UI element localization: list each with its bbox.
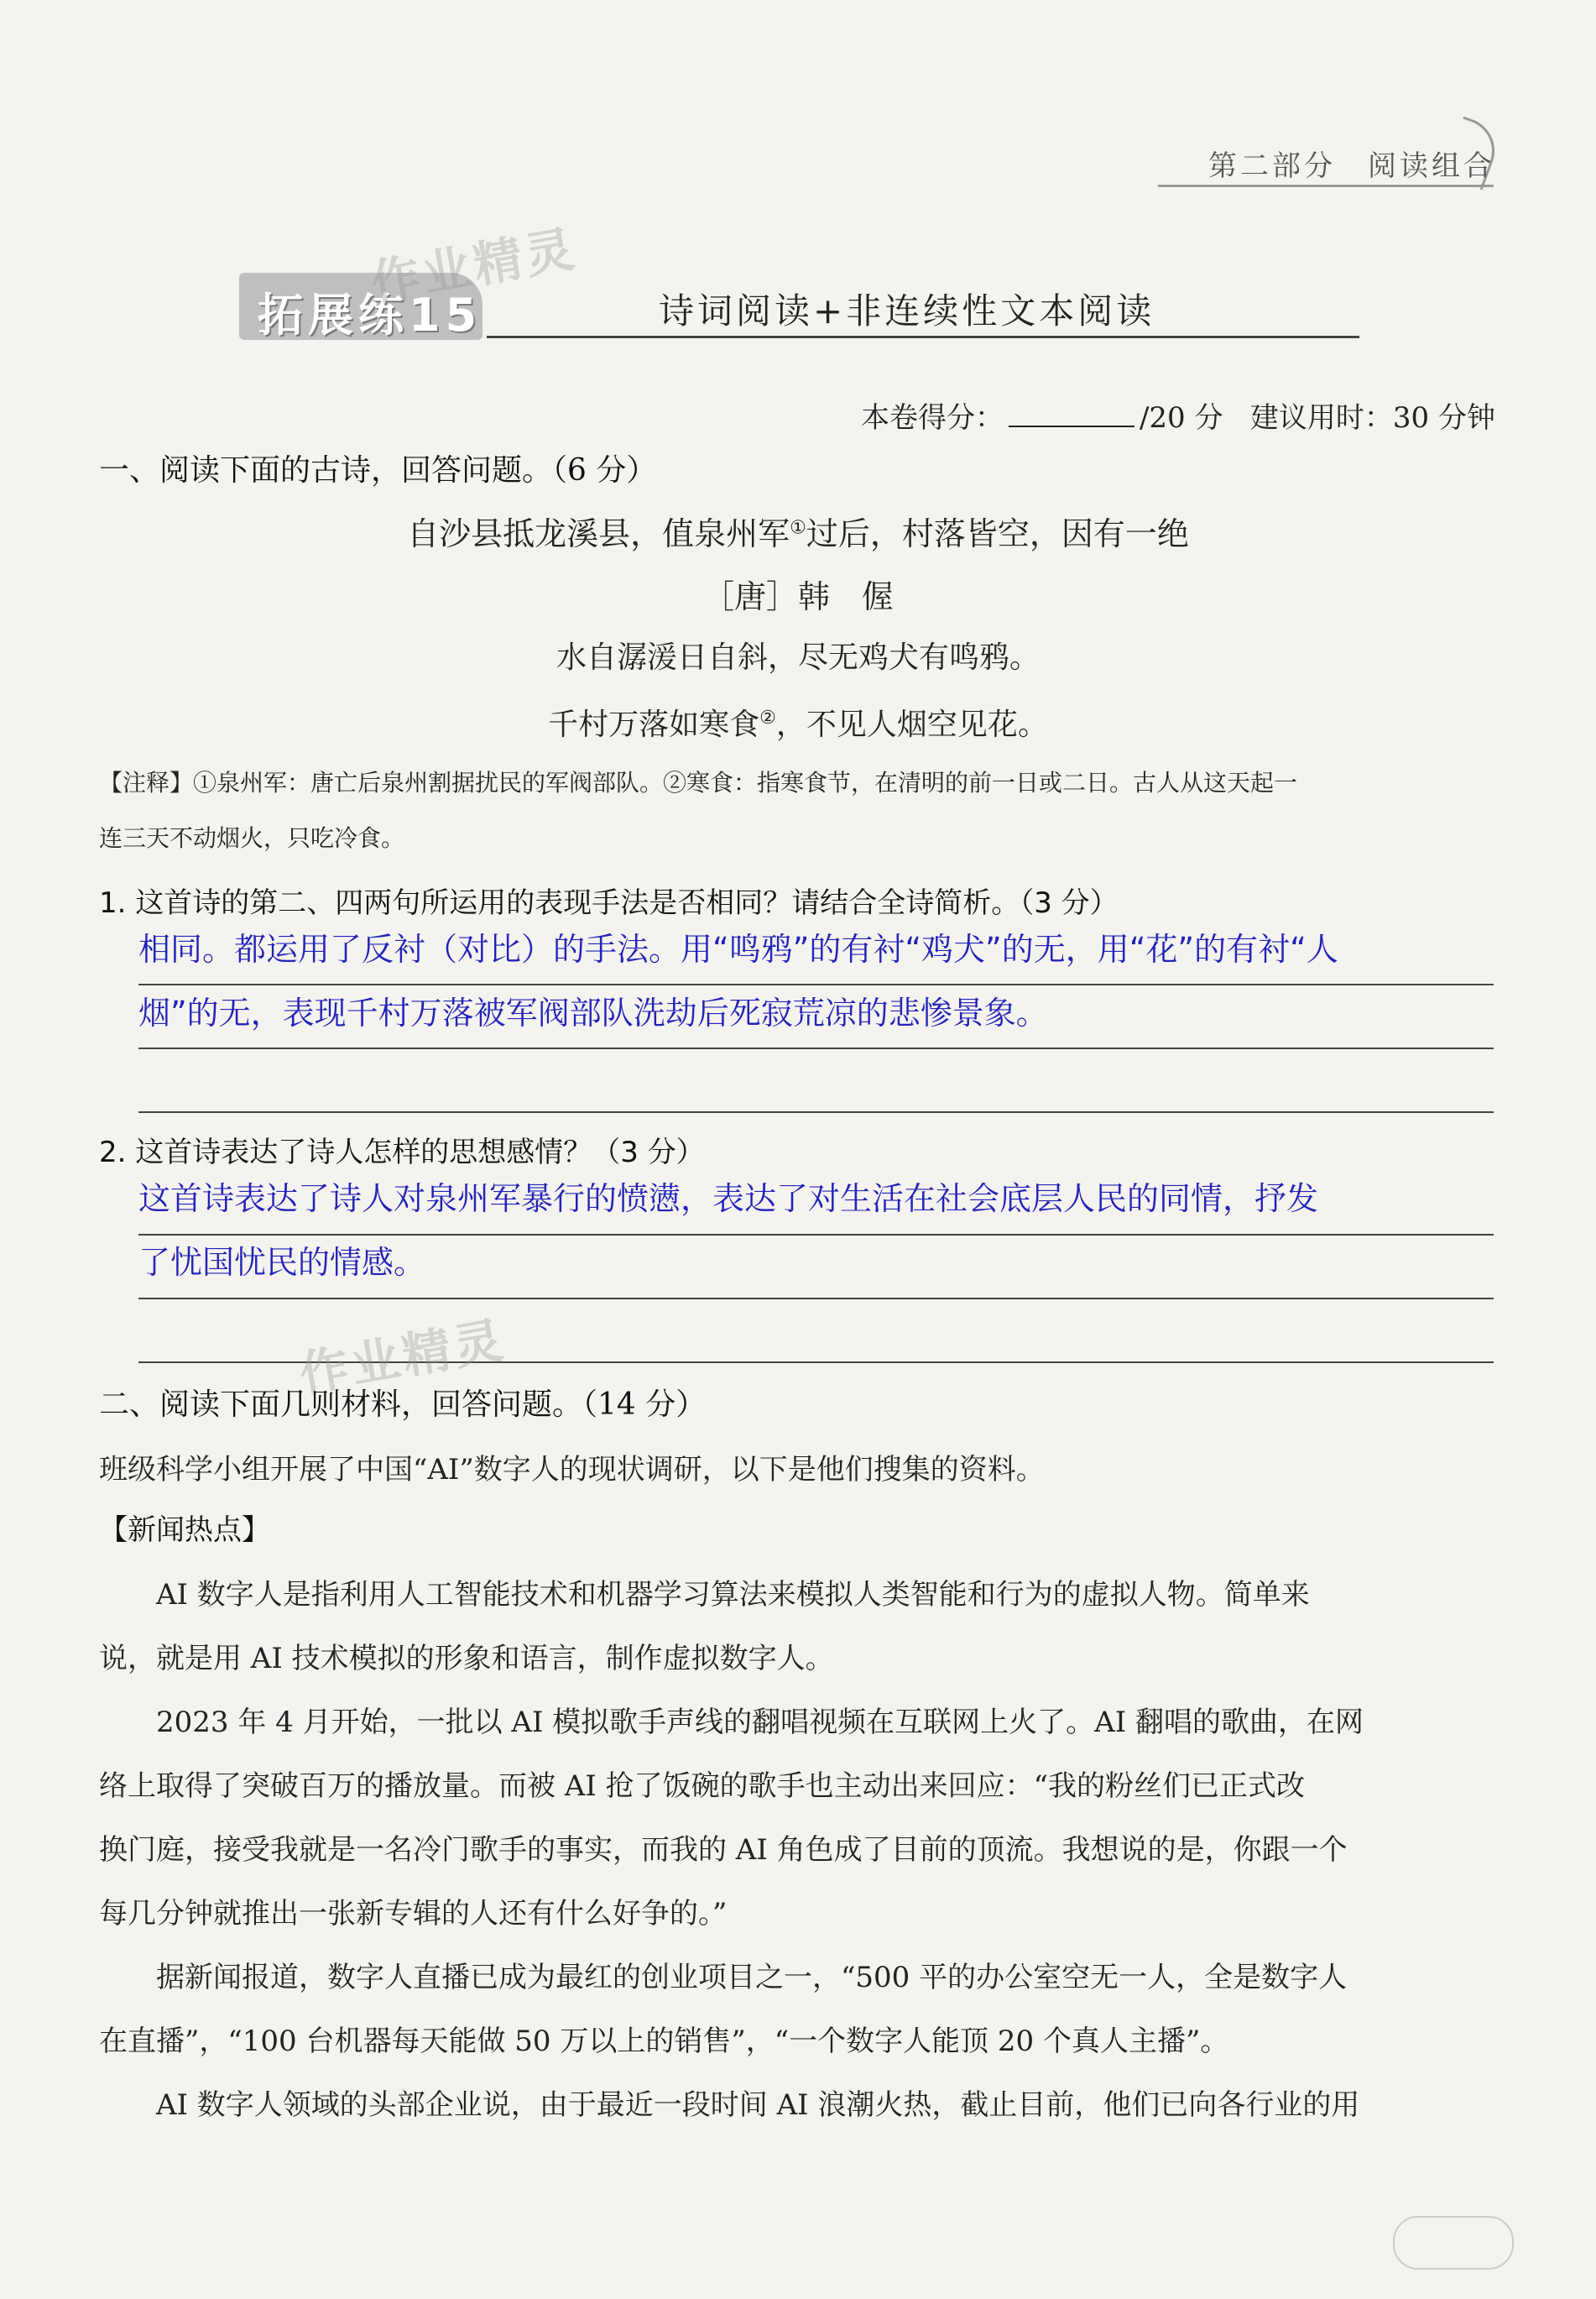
poem-line-2-b: ，不见人烟空见花。 [775, 708, 1048, 742]
exercise-badge-label: 拓展练15 [258, 289, 482, 342]
poem-notes [99, 755, 1500, 866]
news-paragraph-4-line: AI 数字人领域的头部企业说，由于最近一段时间 AI 浪潮火热，截止目前，他们已向各行业的用 [99, 2088, 1360, 2122]
news-paragraph-3-line: 在直播”，“100 台机器每天能做 50 万以上的销售”，“一个数字人能顶 20 个真人主播”。 [99, 2025, 1229, 2058]
score-label: 本卷得分： [860, 401, 1004, 435]
score-line [861, 394, 1495, 436]
news-paragraph-1-line: AI 数字人是指利用人工智能技术和机器学习算法来模拟人类智能和行为的虚拟人物。简单来 [99, 1578, 1310, 1612]
news-paragraph-1-line: 说，就是用 AI 技术模拟的形象和语言，制作虚拟数字人。 [99, 1642, 834, 1675]
news-paragraph-3-line: 据新闻报道，数字人直播已成为最红的创业项目之一，“500 平的办公室空无一人，全是数字人 [99, 1961, 1348, 1994]
poem-title-b: 过后，村落皆空，因有一绝 [806, 515, 1189, 552]
news-paragraph-2 [99, 1690, 1500, 1946]
score-total: /20 分 [1139, 401, 1223, 435]
part2-intro: 班级科学小组开展了中国“AI”数字人的现状调研，以下是他们搜集的资料。 [99, 1453, 1045, 1487]
news-paragraph-2-line: 络上取得了突破百万的播放量。而被 AI 抢了饭碗的歌手也主动出来回应：“我的粉丝们已正式改 [99, 1769, 1305, 1803]
question-2: 2. 这首诗表达了诗人怎样的思想感情？（3 分） [99, 1136, 705, 1169]
poem-title-note-mark: ① [790, 517, 806, 539]
news-paragraph-2-line: 每几分钟就推出一张新专辑的人还有什么好争的。” [99, 1897, 728, 1931]
answer-2 [138, 1167, 1498, 1294]
news-paragraph-2-line: 换门庭，接受我就是一名冷门歌手的事实，而我的 AI 角色成了目前的顶流。我想说的是，你跟一个 [99, 1833, 1348, 1867]
answer-line [138, 1234, 1494, 1236]
news-paragraph-4 [99, 2073, 1500, 2137]
news-paragraph-1 [99, 1563, 1500, 1690]
time-label: 建议用时：30 分钟 [1249, 401, 1495, 435]
poem-title-a: 自沙县抵龙溪县，值泉州军 [407, 515, 790, 552]
news-hotspot-label: 【新闻热点】 [99, 1513, 270, 1547]
page-corner-decoration [1393, 2216, 1514, 2270]
title-underline [487, 336, 1359, 338]
poem-line-2 [0, 701, 1596, 744]
news-paragraph-3 [99, 1946, 1500, 2073]
news-paragraph-2-line: 2023 年 4 月开始，一批以 AI 模拟歌手声线的翻唱视频在互联网上火了。AI 翻唱的歌曲，在网 [99, 1706, 1364, 1739]
answer-1 [138, 917, 1498, 1045]
note-line-2: 连三天不动烟火，只吃冷食。 [99, 824, 405, 852]
poem-line-2-note-mark: ② [759, 708, 776, 729]
question-1: 1. 这首诗的第二、四两句所运用的表现手法是否相同？请结合全诗简析。（3 分） [99, 886, 1119, 920]
exercise-title: 诗词阅读+非连续性文本阅读 [659, 290, 1155, 332]
part1-heading: 一、阅读下面的古诗，回答问题。（6 分） [99, 453, 657, 488]
score-blank [1009, 426, 1134, 427]
poem-title [0, 508, 1596, 554]
answer-line [138, 1048, 1494, 1049]
watermark-middle: 作业精灵 [295, 1310, 510, 1403]
note-line-1: 【注释】①泉州军：唐亡后泉州割据扰民的军阀部队。②寒食：指寒食节，在清明的前一日或二日。古人从这天起一 [99, 769, 1298, 797]
answer-line [138, 1111, 1494, 1113]
answer-line [138, 1298, 1494, 1299]
part2-heading: 二、阅读下面几则材料，回答问题。（14 分） [99, 1387, 707, 1422]
watermark-top: 作业精灵 [366, 219, 582, 312]
poem-line-1: 水自潺湲日自斜，尽无鸡犬有鸣鸦。 [555, 640, 1040, 675]
answer-1-line-2: 烟”的无，表现千村万落被军阀部队洗劫后死寂荒凉的悲惨景象。 [138, 995, 1048, 1032]
header-divider [1158, 185, 1494, 187]
answer-2-line-1: 这首诗表达了诗人对泉州军暴行的愤懑，表达了对生活在社会底层人民的同情，抒发 [138, 1180, 1319, 1217]
section-label: 第二部分 阅读组合 [1208, 149, 1495, 183]
answer-1-line-1: 相同。都运用了反衬（对比）的手法。用“鸣鸦”的有衬“鸡犬”的无，用“花”的有衬“人 [138, 931, 1338, 968]
poem-author: ［唐］韩 偓 [702, 578, 894, 615]
answer-line [138, 984, 1494, 985]
answer-2-line-2: 了忧国忧民的情感。 [138, 1244, 426, 1281]
poem-line-2-a: 千村万落如寒食 [548, 708, 760, 742]
